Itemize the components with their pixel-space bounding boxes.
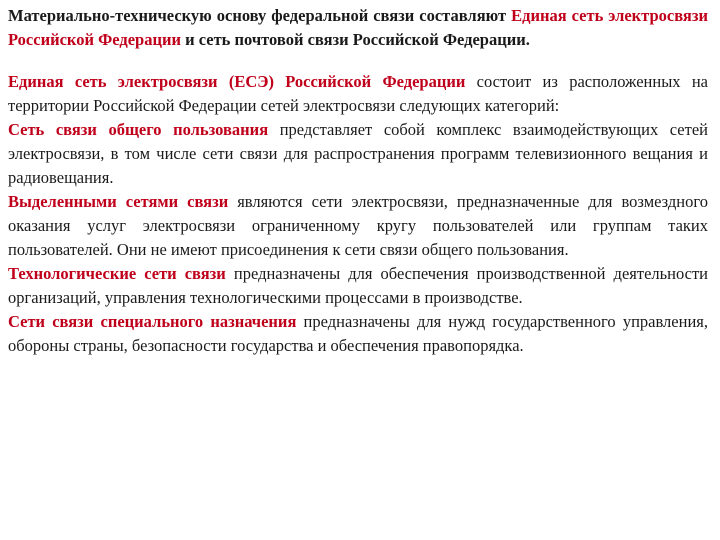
dedicated-networks-text: являются сети электросвязи, предназначенные для возмездного оказания услуг электросвязи ограниченному кругу пользователей или группам таких пользователей. Они не имеют присоединения к сети связи общего пользования.	[8, 192, 708, 259]
intro-paragraph	[8, 4, 708, 52]
public-network-term: Сеть связи общего пользования	[8, 120, 269, 139]
intro-text-end: и сеть почтовой связи Российской Федерации.	[180, 30, 530, 49]
intro-highlight-esc: Единая сеть электросвязи Российской Федерации	[8, 6, 708, 49]
esc-text: состоит из расположенных на территории Российской Федерации сетей электросвязи следующих категорий:	[8, 72, 708, 115]
dedicated-networks-paragraph	[8, 190, 708, 262]
public-network-paragraph	[8, 118, 708, 190]
technological-networks-text: предназначены для обеспечения производственной деятельности организаций, управления технологическими процессами в производстве.	[8, 264, 709, 307]
intro-text-start: Материально-техническую основу федеральной связи составляют	[8, 6, 512, 25]
esc-term: Единая сеть электросвязи (ЕСЭ) Российской Федерации	[8, 72, 466, 91]
special-networks-text: предназначены для нужд государственного управления, обороны страны, безопасности государства и обеспечения правопорядка.	[8, 312, 708, 355]
technological-networks-term: Технологические сети связи	[8, 264, 226, 283]
dedicated-networks-term: Выделенными сетями связи	[8, 192, 229, 211]
technological-networks-paragraph	[8, 262, 708, 310]
special-networks-paragraph	[8, 310, 708, 358]
esc-paragraph	[8, 70, 708, 118]
special-networks-term: Сети связи специального назначения	[8, 312, 297, 331]
public-network-text: представляет собой комплекс взаимодействующих сетей электросвязи, в том числе сети связи для распространения программ телевизионного вещания и радиовещания.	[8, 120, 708, 187]
slide-content	[8, 4, 708, 358]
